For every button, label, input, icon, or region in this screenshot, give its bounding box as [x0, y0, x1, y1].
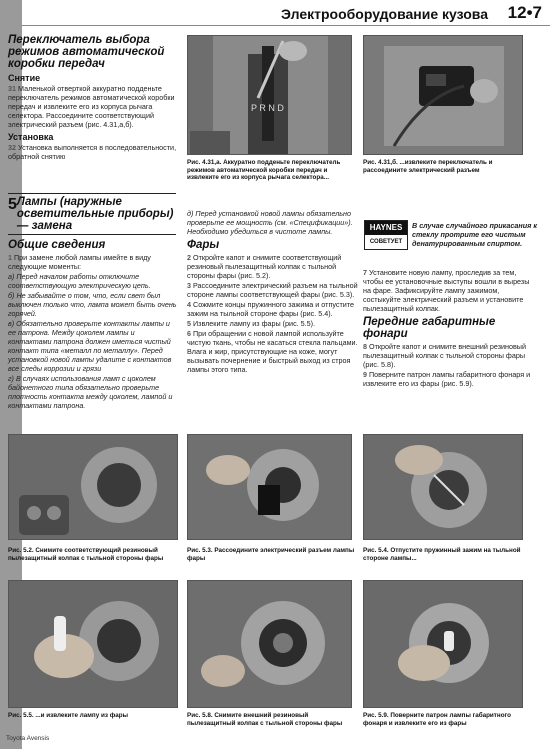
- gear-selector-image: [188, 36, 352, 155]
- section-title: Лампы (наружные осветительные приборы) — замена: [16, 196, 174, 232]
- step-8: 8 Откройте капот и снимите внешний резиновый пылезащитный колпак с тыльной стороны фары (рис. 5.8).: [363, 342, 526, 369]
- step-5: 5 Извлеките лампу из фары (рис. 5.5).: [187, 319, 316, 328]
- install-title: Установка: [8, 132, 54, 142]
- switch-connector-image: [364, 36, 523, 155]
- photo-fig-5-9: [363, 580, 523, 708]
- photo-fig-5-2: [8, 434, 178, 540]
- left-column-bottom: [8, 236, 178, 411]
- step-3: 3 Рассоедините электрический разъем на тыльной стороне лампы соответствующей фары (рис. 5.3).: [187, 281, 358, 299]
- photo-fig-4-31a: [187, 35, 352, 155]
- svg-text:P R N D: P R N D: [251, 103, 284, 113]
- selector-heading: Переключатель выбора режимов автоматической коробки передач: [8, 34, 165, 70]
- general-title: Общие сведения: [8, 239, 106, 251]
- page-number: 12•7: [507, 3, 542, 22]
- list-item-d: г) В случаях использования ламп с цоколем байонетного типа обязательно проверьте плотность контакта между цоколем, лампой и контактами патрона.: [8, 374, 173, 410]
- list-item-e: д) Перед установкой новой лампы обязательно проверьте ее мощность (см. «Спецификации»). Необходимо убедиться в чистоте лампы.: [187, 209, 353, 236]
- haynes-logo: HAYNES: [365, 221, 407, 235]
- header-title: Электрооборудование кузова: [281, 6, 488, 22]
- caption-fig-5-9: Рис. 5.9. Поверните патрон лампы габаритного фонаря и извлеките его из фары: [363, 712, 511, 727]
- caption-fig-5-2: Рис. 5.2. Снимите соответствующий резиновый пылезащитный колпак с тыльной стороны фары: [8, 547, 164, 562]
- step-2: 2 Откройте капот и снимите соответствующий резиновый пылезащитный колпак с тыльной стороны фары (рис. 5.2).: [187, 253, 342, 280]
- caption-fig-5-4: Рис. 5.4. Отпустите пружинный зажим на тыльной стороне лампы...: [363, 547, 521, 562]
- photo-fig-5-3: [187, 434, 352, 540]
- caption-fig-5-8: Рис. 5.8. Снимите внешний резиновый пылезащитный колпак с тыльной стороны фары: [187, 712, 343, 727]
- haynes-tip: В случае случайного прикасания к стеклу протрите его чистым денатурированным спиртом.: [412, 221, 537, 248]
- caption-fig-5-3: Рис. 5.3. Рассоедините электрический разъем лампы фары: [187, 547, 355, 562]
- step-4: 4 Сожмите концы пружинного зажима и отпустите зажим на тыльной стороне фары (рис. 5.4).: [187, 300, 354, 318]
- headlight-cover-image: [9, 435, 178, 540]
- left-column-top: [8, 34, 178, 162]
- removal-title: Снятие: [8, 73, 41, 83]
- section-5-title: [8, 193, 176, 235]
- section-number: 5: [8, 196, 17, 213]
- right-column: [363, 268, 535, 389]
- lamp-socket-image: [364, 581, 523, 708]
- list-item-a: а) Перед началом работы отключите соответствующую электрическую цепь.: [8, 272, 151, 290]
- spring-clip-image: [364, 435, 523, 540]
- list-item-b: б) Не забывайте о том, что, если свет был выключен только что, лампа может быть очень горячей.: [8, 291, 177, 318]
- middle-column: [187, 209, 359, 375]
- step-31: 31 Маленькой отверткой аккуратно подденьте переключатель режимов автоматической коробки передач и извлеките его из корпуса рычага селектора. Рассоедините соответствующий электрический разъем (рис. 4.31,а,б).: [8, 84, 175, 129]
- outer-cover-image: [188, 581, 352, 708]
- photo-fig-5-4: [363, 434, 523, 540]
- photo-fig-5-8: [187, 580, 352, 708]
- list-item-c: в) Обязательно проверьте контакты лампы и ее патрона. Между цоколем лампы и контактами патрона должен иметься чистый контакт типа «металл по металлу». Перед установкой новой лампы удалите с контактов все следы коррозии и грязи: [8, 319, 172, 373]
- footer-book-title: Toyota Avensis: [6, 735, 50, 742]
- step-9: 9 Поверните патрон лампы габаритного фонаря и извлеките его из фары (рис. 5.9).: [363, 370, 531, 388]
- caption-fig-4-31a: Рис. 4.31,а. Аккуратно подденьте переключатель режимов автоматической коробки передач и извлеките его из корпуса рычага селектора...: [187, 159, 341, 181]
- headlights-title: Фары: [187, 239, 220, 251]
- step-1: 1 При замене любой лампы имейте в виду следующие моменты:: [8, 253, 151, 271]
- caption-fig-5-5: Рис. 5.5. ...и извлеките лампу из фары: [8, 712, 128, 719]
- photo-fig-4-31b: [363, 35, 523, 155]
- page-header: [22, 0, 550, 26]
- step-32: 32 Установка выполняется в последовательности, обратной снятию: [8, 143, 177, 161]
- connector-image: [188, 435, 352, 540]
- bulb-removal-image: [9, 581, 178, 708]
- haynes-advice-label: СОВЕТУЕТ: [369, 239, 403, 245]
- haynes-advice-badge: [364, 220, 408, 250]
- step-6: 6 При обращении с новой лампой используйте чистую ткань, чтобы не касаться стекла пальцами. Влага и жир, присутствующие на коже, могут вызывать почернение и быстрый выход из строя лампы этого типа.: [187, 329, 358, 374]
- front-lamps-title: Передние габаритные фонари: [363, 316, 496, 340]
- caption-fig-4-31b: Рис. 4.31,б. ...извлеките переключатель и рассоедините электрический разъем: [363, 159, 493, 174]
- photo-fig-5-5: [8, 580, 178, 708]
- step-7: 7 Установите новую лампу, проследив за тем, чтобы ее установочные выступы вошли в вырезы на фаре. Зафиксируйте лампу зажимом, состыкуйте электрический разъем и установите пылезащитный колпак.: [363, 268, 530, 313]
